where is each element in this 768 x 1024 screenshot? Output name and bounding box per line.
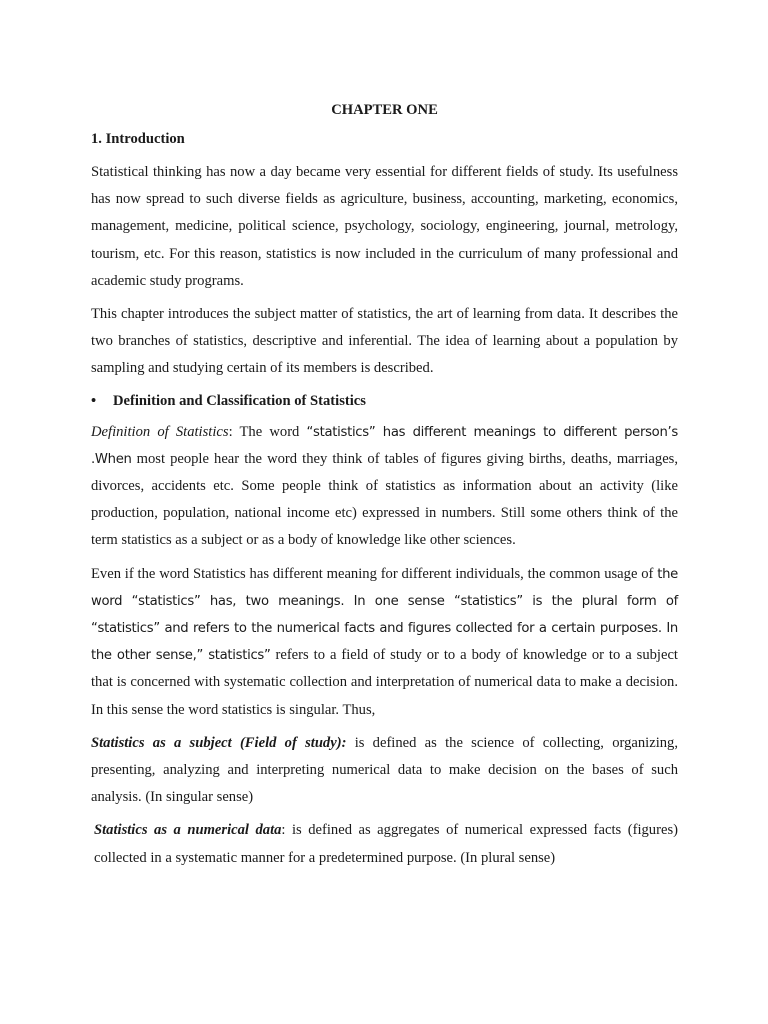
two-meanings-quoted-run: the word “statistics” has, two meanings. In one sense “statistics” is the plural form of “statistics” and refers to the numerical facts and figures collected for a certain purposes. In the other sense,” statistics” — [91, 566, 678, 664]
definition-quoted-run: “statistics” has different meanings to different person’s .When — [91, 424, 678, 467]
bullet-icon: • — [91, 392, 97, 409]
numerical-lead: Statistics as a numerical data — [94, 822, 282, 839]
subject-lead: Statistics as a subject (Field of study): — [91, 734, 347, 751]
definition-colon-text: : The word — [228, 423, 307, 440]
paragraph-chapter-overview: This chapter introduces the subject matter of statistics, the art of learning from data. It describes the two branches of statistics, descriptive and inferential. The idea of learning about a population by sampling and studying certain of its members is described. — [91, 306, 678, 377]
paragraph-definition-of-statistics — [91, 419, 678, 555]
two-meanings-start: Even if the word Statistics has different meaning for different individuals, the common usage of — [91, 565, 658, 582]
chapter-title: CHAPTER ONE — [331, 102, 438, 118]
bullet-heading-text: Definition and Classification of Statistics — [113, 392, 366, 409]
section-heading-introduction: 1. Introduction — [91, 131, 185, 147]
two-meanings-rest: refers to a field of study or to a body of knowledge or to a subject that is concerned with systematic collection and interpretation of numerical data to make a decision. In this sense the word statistics is singular. Thus, — [91, 647, 678, 718]
definition-lead: Definition of Statistics — [91, 423, 229, 440]
document-body — [91, 98, 678, 878]
paragraph-statistics-as-subject — [91, 730, 678, 812]
paragraph-two-meanings — [91, 561, 678, 724]
paragraph-statistical-thinking: Statistical thinking has now a day became very essential for different fields of study. Its usefulness has now spread to such diverse fields as agriculture, business, accounting, marketing, economics, management, medicine, political science, psychology, sociology, engineering, journal, metrology, tourism, etc. For this reason, statistics is now included in the curriculum of many professional and academic study programs. — [91, 164, 678, 289]
definition-rest-text: most people hear the word they think of tables of figures giving births, deaths, marriages, divorces, accidents etc. Some people think of statistics as information about an activity (like production, population, national income etc) expressed in numbers. Still some others think of the term statistics as a subject or as a body of knowledge like other sciences. — [91, 450, 678, 549]
numerical-rest: : is defined as aggregates of numerical expressed facts (figures) collected in a systematic manner for a predetermined purpose. (In plural sense) — [94, 822, 678, 866]
paragraph-statistics-as-numerical-data — [91, 817, 678, 871]
subject-rest: is defined as the science of collecting, organizing, presenting, analyzing and interpreting numerical data to make decision on the bases of such analysis. (In singular sense) — [91, 734, 678, 806]
bullet-heading-definition — [91, 389, 678, 413]
